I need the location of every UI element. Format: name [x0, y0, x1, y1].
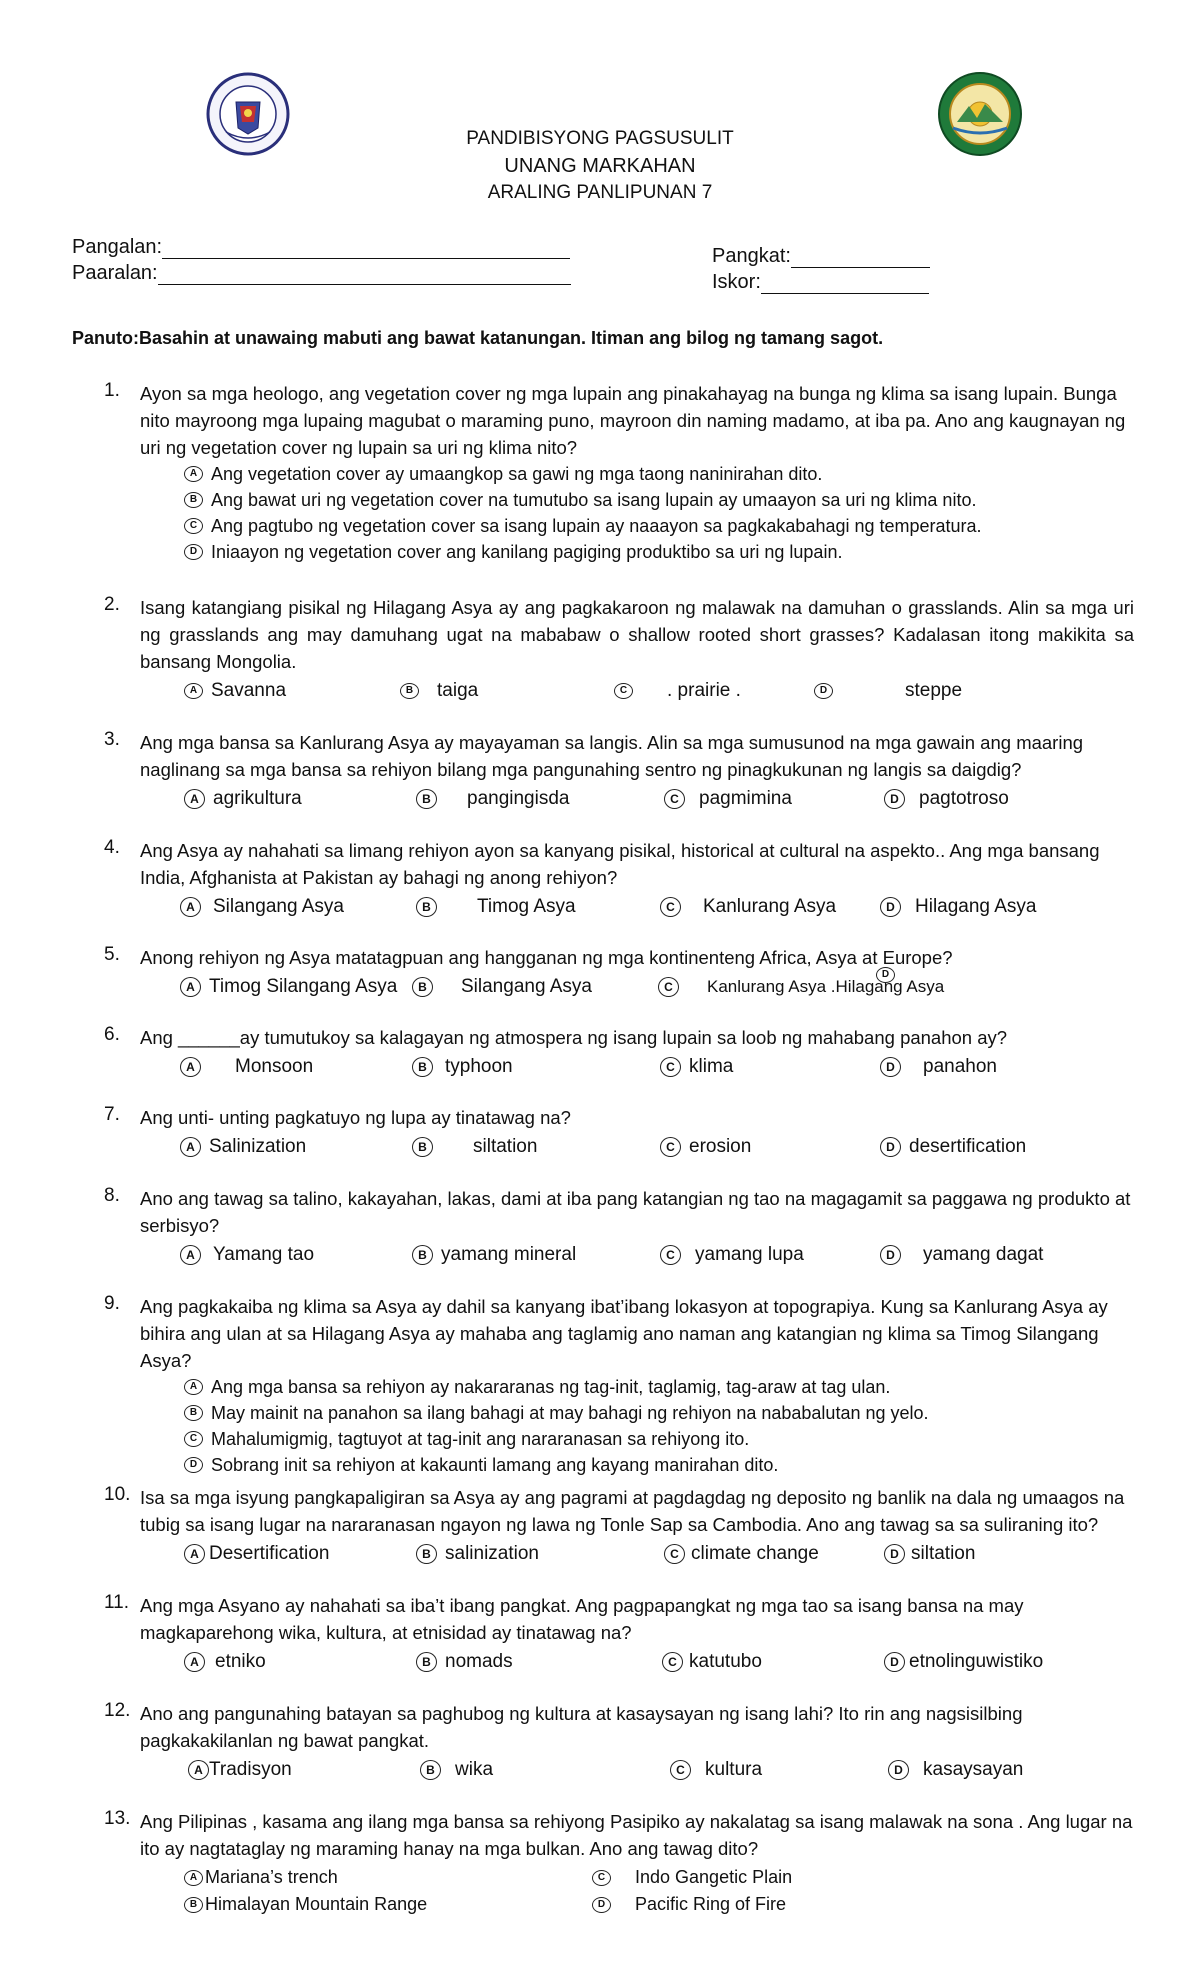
question-number: 4.	[104, 837, 120, 858]
bubble-c[interactable]: C	[592, 1870, 611, 1886]
option-b[interactable]	[400, 677, 478, 705]
option-b[interactable]	[184, 1891, 427, 1918]
option-d[interactable]	[592, 1891, 786, 1918]
option-text: typhoon	[445, 1056, 513, 1077]
option-b[interactable]	[416, 1648, 513, 1676]
option-d[interactable]	[884, 785, 1009, 813]
bubble-a[interactable]: A	[184, 466, 203, 482]
option-text: Indo Gangetic Plain	[635, 1867, 793, 1887]
bubble-d[interactable]: D	[184, 1457, 203, 1473]
option-text: pagmimina	[699, 788, 792, 809]
option-text: panahon	[923, 1056, 997, 1077]
bubble-b[interactable]: B	[184, 492, 203, 508]
bubble-b[interactable]: B	[412, 1137, 433, 1157]
bubble-b[interactable]: B	[420, 1760, 441, 1780]
instructions: Panuto:Basahin at unawaing mabuti ang bawat katanungan. Itiman ang bilog ng tamang sagot.	[72, 328, 884, 348]
bubble-b[interactable]: B	[412, 977, 433, 997]
options	[104, 1540, 1134, 1570]
option-b[interactable]	[184, 1400, 1134, 1426]
option-d[interactable]	[880, 1053, 997, 1081]
question-text: Ang mga Asyano ay nahahati sa iba’t ibang pangkat. Ang pagpapangkat ng mga tao sa isang bansa na may magkaparehong wika, kultura, at etnisidad ay tinatawag na?	[140, 1595, 1024, 1643]
question-1	[104, 380, 1134, 565]
bubble-d[interactable]: D	[884, 1544, 905, 1564]
option-a[interactable]	[184, 461, 1134, 487]
option-a[interactable]	[180, 973, 397, 1001]
option-text: Mahalumigmig, tagtuyot at tag-init ang nararanasan sa rehiyong ito.	[211, 1429, 750, 1449]
question-3	[104, 729, 1134, 815]
option-d[interactable]	[880, 1241, 1043, 1269]
question-5	[104, 944, 1134, 1003]
option-text: Hilagang Asya	[915, 896, 1037, 917]
bubble-b[interactable]: B	[412, 1245, 433, 1265]
question-number: 12.	[104, 1700, 131, 1721]
option-text: Desertification	[209, 1543, 330, 1564]
option-a[interactable]	[184, 785, 302, 813]
bubble-a[interactable]: A	[180, 897, 201, 917]
option-text: Pacific Ring of Fire	[635, 1894, 787, 1914]
bubble-a[interactable]: A	[184, 1652, 205, 1672]
bubble-b[interactable]: B	[412, 1057, 433, 1077]
option-text: pagtotroso	[919, 788, 1009, 809]
question-8	[104, 1185, 1134, 1271]
option-a[interactable]	[180, 893, 344, 921]
question-10	[104, 1484, 1134, 1570]
question-2	[104, 594, 1134, 707]
question-number: 10.	[104, 1484, 131, 1505]
option-text: desertification	[909, 1136, 1027, 1157]
option-text: wika	[455, 1759, 494, 1780]
iskor-blank[interactable]	[761, 275, 929, 294]
bubble-b[interactable]: B	[400, 683, 419, 699]
bubble-a[interactable]: A	[180, 1245, 201, 1265]
option-text: nomads	[445, 1651, 513, 1672]
bubble-a[interactable]: A	[184, 1544, 205, 1564]
option-d[interactable]	[880, 893, 1036, 921]
question-9	[104, 1293, 1134, 1478]
bubble-c[interactable]: C	[664, 1544, 685, 1564]
option-text: steppe	[905, 680, 963, 701]
option-c[interactable]	[664, 785, 792, 813]
option-a[interactable]	[180, 1133, 306, 1161]
bubble-c[interactable]: C	[660, 1137, 681, 1157]
option-text: Timog Silangang Asya	[209, 976, 398, 997]
option-text: katutubo	[689, 1651, 762, 1672]
option-b[interactable]	[412, 1241, 576, 1269]
option-text: yamang lupa	[695, 1244, 804, 1265]
question-text: Ang ______ay tumutukoy sa kalagayan ng atmospera ng isang lupain sa loob ng mahabang panahon ay?	[140, 1027, 1008, 1048]
bubble-a[interactable]: A	[180, 1057, 201, 1077]
option-c[interactable]	[184, 513, 1134, 539]
bubble-b[interactable]: B	[184, 1405, 203, 1421]
question-text: Ang pagkakaiba ng klima sa Asya ay dahil sa kanyang ibat’ibang lokasyon at topograpiya. Kung sa Kanlurang Asya ay bihira ang ulan at sa Hilagang Asya ay mahaba ang taglamig ano naman ang katangian ng klima sa Timog Silangang Asya?	[140, 1296, 1108, 1371]
bubble-d[interactable]: D	[592, 1897, 611, 1913]
bubble-c[interactable]: C	[184, 518, 203, 534]
option-text: agrikultura	[213, 788, 302, 809]
option-b[interactable]	[416, 785, 569, 813]
question-number: 3.	[104, 729, 120, 750]
bubble-c[interactable]: C	[664, 789, 685, 809]
option-d[interactable]	[880, 1133, 1026, 1161]
option-d[interactable]	[884, 1540, 975, 1568]
question-7	[104, 1104, 1134, 1163]
option-a[interactable]	[180, 1053, 313, 1081]
paaralan-blank[interactable]	[158, 266, 571, 285]
option-d[interactable]	[888, 1756, 1023, 1784]
bubble-d[interactable]: D	[184, 544, 203, 560]
option-text: May mainit na panahon sa ilang bahagi at may bahagi ng rehiyon na nababalutan ng yelo.	[211, 1403, 929, 1423]
option-b[interactable]	[420, 1756, 493, 1784]
options	[184, 1374, 1134, 1478]
question-6	[104, 1024, 1134, 1083]
option-text: Sobrang init sa rehiyon at kakaunti lamang ang kayang manirahan dito.	[211, 1455, 779, 1475]
option-text: etniko	[215, 1651, 266, 1672]
option-d[interactable]	[814, 677, 962, 705]
question-13	[104, 1808, 1134, 1922]
bubble-c[interactable]: C	[660, 1245, 681, 1265]
option-b[interactable]	[412, 973, 592, 1001]
option-text: Mariana’s trench	[205, 1867, 338, 1887]
option-text: yamang mineral	[441, 1244, 577, 1265]
option-text: pangingisda	[467, 788, 570, 809]
bubble-b[interactable]: B	[416, 1544, 437, 1564]
option-text: Kanlurang Asya	[703, 896, 837, 917]
options	[104, 1241, 1134, 1271]
option-text: erosion	[689, 1136, 752, 1157]
option-text: Ang pagtubo ng vegetation cover sa isang lupain ay naaayon sa pagkakabahagi ng temperatura.	[211, 516, 982, 536]
pangalan-field[interactable]	[72, 236, 570, 259]
option-text: siltation	[473, 1136, 538, 1157]
option-c[interactable]	[664, 1540, 819, 1568]
option-b[interactable]	[412, 1053, 513, 1081]
pangalan-blank[interactable]	[162, 240, 570, 259]
bubble-d[interactable]: D	[880, 1245, 901, 1265]
exam-title: PANDIBISYONG PAGSUSULIT	[466, 128, 734, 149]
question-11	[104, 1592, 1134, 1678]
question-number: 7.	[104, 1104, 120, 1125]
option-a[interactable]	[184, 1864, 338, 1891]
option-b[interactable]	[412, 1133, 537, 1161]
option-text: salinization	[445, 1543, 539, 1564]
question-12	[104, 1700, 1134, 1786]
question-text: Ayon sa mga heologo, ang vegetation cover ng mga lupain ang pinakahayag na bunga ng klima sa isang lupain. Bunga nito mayroong mga lupaing magubat o maraming puno, mayroon din naming madamo, at iba pa. Ano ang kaugnayan ng uri ng vegetation cover ng lupain sa uri ng klima nito?	[140, 383, 1126, 458]
option-text: Yamang tao	[213, 1244, 315, 1265]
option-a[interactable]	[184, 677, 286, 705]
bubble-a[interactable]: A	[188, 1760, 209, 1780]
pangalan-label: Pangalan:	[72, 236, 163, 258]
option-text: Himalayan Mountain Range	[205, 1894, 428, 1914]
option-text: kultura	[705, 1759, 763, 1780]
options	[184, 461, 1134, 565]
option-b[interactable]	[416, 1540, 539, 1568]
question-number: 1.	[104, 380, 120, 401]
option-text: kasaysayan	[923, 1759, 1024, 1780]
option-text: Iniaayon ng vegetation cover ang kanilang pagiging produktibo sa uri ng lupain.	[211, 542, 843, 562]
exam-quarter: UNANG MARKAHAN	[504, 155, 696, 177]
question-4	[104, 837, 1134, 923]
bubble-a[interactable]: A	[180, 1137, 201, 1157]
option-c[interactable]	[660, 1133, 751, 1161]
bubble-c[interactable]: C	[614, 683, 633, 699]
question-text: Ang unti- unting pagkatuyo ng lupa ay tinatawag na?	[140, 1107, 571, 1128]
bubble-b[interactable]: B	[416, 789, 437, 809]
pangkat-label: Pangkat:	[712, 245, 791, 267]
option-a[interactable]	[184, 1540, 329, 1568]
paaralan-label: Paaralan:	[72, 262, 158, 284]
options	[104, 969, 1134, 1003]
bubble-d[interactable]: D	[876, 967, 895, 983]
question-number: 9.	[104, 1293, 120, 1314]
option-c[interactable]	[592, 1864, 792, 1891]
question-text: Ang Pilipinas , kasama ang ilang mga bansa sa rehiyong Pasipiko ay nakalatag sa isang malawak na sona . Ang lugar na ito ay nagtataglay ng maraming hanay na mga bulkan. Ano ang tawag dito?	[140, 1811, 1133, 1859]
option-text: Timog Asya	[477, 896, 576, 917]
option-c[interactable]	[660, 893, 836, 921]
option-text: Savanna	[211, 680, 287, 701]
bubble-b[interactable]: B	[184, 1897, 203, 1913]
bubble-b[interactable]: B	[416, 897, 437, 917]
bubble-a[interactable]: A	[184, 683, 203, 699]
option-text: Silangang Asya	[213, 896, 344, 917]
question-number: 6.	[104, 1024, 120, 1045]
option-c[interactable]	[670, 1756, 762, 1784]
question-text: Isang katangiang pisikal ng Hilagang Asya ay ang pagkakaroon ng malawak na damuhan o grasslands. Alin sa mga uri ng grasslands ang may damuhang ugat na mababaw o shallow rooted short grasses? Kadalasan itong makikita sa bansang Mongolia.	[140, 597, 1134, 672]
option-text: Kanlurang Asya .Hilagang Asya	[707, 977, 945, 996]
bubble-d[interactable]: D	[814, 683, 833, 699]
option-text: . prairie .	[667, 680, 741, 701]
option-text: Ang vegetation cover ay umaangkop sa gawi ng mga taong naninirahan dito.	[211, 464, 823, 484]
option-a[interactable]	[184, 1374, 1134, 1400]
options	[104, 1648, 1134, 1678]
question-number: 8.	[104, 1185, 120, 1206]
iskor-label: Iskor:	[712, 271, 761, 293]
pangkat-blank[interactable]	[791, 249, 930, 268]
option-text: Ang bawat uri ng vegetation cover na tumutubo sa isang lupain ay umaayon sa uri ng klima nito.	[211, 490, 977, 510]
bubble-c[interactable]: C	[658, 977, 679, 997]
option-text: climate change	[691, 1543, 819, 1564]
exam-subject: ARALING PANLIPUNAN 7	[487, 182, 713, 203]
bubble-c[interactable]: C	[662, 1652, 683, 1672]
options	[104, 677, 1134, 707]
question-text: Ano ang pangunahing batayan sa paghubog ng kultura at kasaysayan ng isang lahi? Ito rin ang nagsisilbing pagkakakilanlan ng bawat pangkat.	[140, 1703, 1023, 1751]
options	[104, 893, 1134, 923]
bubble-a[interactable]: A	[180, 977, 201, 997]
option-a[interactable]	[184, 1648, 266, 1676]
option-c[interactable]	[184, 1426, 1134, 1452]
option-c[interactable]	[614, 677, 741, 705]
paaralan-field[interactable]	[72, 262, 571, 285]
question-text: Isa sa mga isyung pangkapaligiran sa Asya ay ang pagrami at pagdagdag ng deposito ng banlik na dala ng umaagos na tubig sa isang lugar na nararanasan ngayon ng lawa ng Tonle Sap sa Cambodia. Ano ang tawag sa sa suliraning ito?	[140, 1487, 1125, 1535]
option-text: klima	[689, 1056, 734, 1077]
bubble-a[interactable]: A	[184, 1379, 203, 1395]
question-number: 13.	[104, 1808, 131, 1829]
option-text: taiga	[437, 680, 479, 701]
question-text: Ano ang tawag sa talino, kakayahan, lakas, dami at iba pang katangian ng tao na magagamit sa paggawa ng produkto at serbisyo?	[140, 1188, 1131, 1236]
option-d[interactable]	[184, 539, 1134, 565]
bubble-d[interactable]: D	[880, 1057, 901, 1077]
question-number: 2.	[104, 594, 120, 615]
option-d[interactable]	[876, 967, 903, 983]
options	[104, 1756, 1134, 1786]
option-text: Tradisyon	[209, 1759, 292, 1780]
option-a[interactable]	[188, 1756, 292, 1784]
option-c[interactable]	[660, 1053, 733, 1081]
question-text: Anong rehiyon ng Asya matatagpuan ang hangganan ng mga kontinenteng Africa, Asya at Europe?	[140, 947, 953, 968]
bubble-c[interactable]: C	[184, 1431, 203, 1447]
option-a[interactable]	[180, 1241, 314, 1269]
question-number: 5.	[104, 944, 120, 965]
option-c[interactable]	[660, 1241, 804, 1269]
option-text: yamang dagat	[923, 1244, 1044, 1265]
options	[104, 1864, 1134, 1922]
bubble-c[interactable]: C	[660, 897, 681, 917]
bubble-c[interactable]: C	[660, 1057, 681, 1077]
question-text: Ang Asya ay nahahati sa limang rehiyon ayon sa kanyang pisikal, historical at cultural na aspekto.. Ang mga bansang India, Afghanista at Pakistan ay bahagi ng anong rehiyon?	[140, 840, 1100, 888]
option-c[interactable]	[662, 1648, 762, 1676]
option-d[interactable]	[184, 1452, 1134, 1478]
question-number: 11.	[104, 1592, 130, 1613]
option-text: etnolinguwistiko	[909, 1651, 1044, 1672]
question-text: Ang mga bansa sa Kanlurang Asya ay mayayaman sa langis. Alin sa mga sumusunod na mga gawain ang maaring naglinang sa mga bansa sa rehiyon bilang mga pangunahing sentro ng pinagkukunan ng langis sa daigdig?	[140, 732, 1084, 780]
bubble-d[interactable]: D	[884, 1652, 905, 1672]
bubble-d[interactable]: D	[880, 897, 901, 917]
bubble-d[interactable]: D	[880, 1137, 901, 1157]
option-b[interactable]	[184, 487, 1134, 513]
option-text: siltation	[911, 1543, 976, 1564]
option-text: Monsoon	[235, 1056, 314, 1077]
bubble-c[interactable]: C	[670, 1760, 691, 1780]
option-b[interactable]	[416, 893, 576, 921]
options	[104, 1133, 1134, 1163]
option-d[interactable]	[884, 1648, 1043, 1676]
bubble-d[interactable]: D	[888, 1760, 909, 1780]
options	[104, 785, 1134, 815]
bubble-d[interactable]: D	[884, 789, 905, 809]
bubble-a[interactable]: A	[184, 1870, 203, 1886]
bubble-a[interactable]: A	[184, 789, 205, 809]
pangkat-field[interactable]	[712, 245, 930, 268]
option-text: Silangang Asya	[461, 976, 592, 997]
bubble-b[interactable]: B	[416, 1652, 437, 1672]
option-text: Salinization	[209, 1136, 307, 1157]
iskor-field[interactable]	[712, 271, 929, 294]
options	[104, 1053, 1134, 1083]
option-text: Ang mga bansa sa rehiyon ay nakararanas ng tag-init, taglamig, tag-araw at tag ulan.	[211, 1377, 891, 1397]
